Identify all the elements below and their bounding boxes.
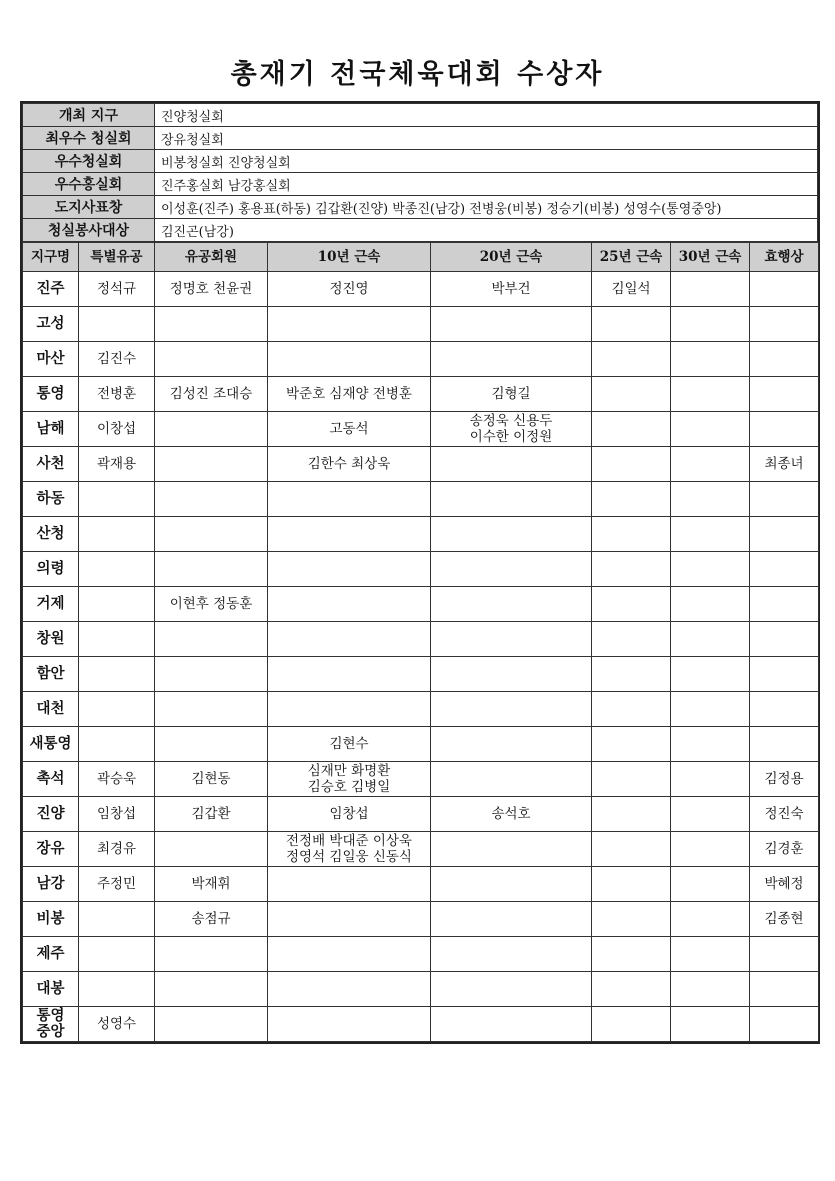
info-value: 김진곤(남강) [155,219,818,242]
award-cell: 정진숙 [750,797,819,832]
award-cell [671,412,750,447]
award-cell [750,972,819,1007]
district-name: 창원 [23,622,79,657]
district-name: 대봉 [23,972,79,1007]
award-cell [268,342,431,377]
column-header: 25년 근속 [592,243,671,272]
award-cell: 정석규 [79,272,155,307]
award-cell [671,307,750,342]
info-value: 진양청실회 [155,104,818,127]
award-cell [592,307,671,342]
award-cell: 김종현 [750,902,819,937]
award-cell [431,517,592,552]
award-cell [79,587,155,622]
award-cell [671,552,750,587]
award-cell [431,727,592,762]
district-name: 거제 [23,587,79,622]
award-cell [592,377,671,412]
award-cell [431,692,592,727]
info-label: 도지사표창 [23,196,155,219]
award-cell: 박혜정 [750,867,819,902]
column-header: 지구명 [23,243,79,272]
award-cell [155,517,268,552]
award-cell [592,622,671,657]
table-row [23,727,819,762]
district-name: 새통영 [23,727,79,762]
award-cell [268,937,431,972]
award-cell [268,867,431,902]
award-cell [431,657,592,692]
info-value: 진주홍실회 남강홍실회 [155,173,818,196]
award-cell [671,937,750,972]
district-name: 고성 [23,307,79,342]
district-name: 남해 [23,412,79,447]
district-name: 제주 [23,937,79,972]
info-row [23,219,818,242]
award-cell [671,482,750,517]
award-cell: 정명호 천윤권 [155,272,268,307]
award-cell [155,447,268,482]
info-label: 우수청실회 [23,150,155,173]
award-cell [592,867,671,902]
info-row [23,173,818,196]
column-header: 유공회원 [155,243,268,272]
award-cell [155,937,268,972]
award-cell [431,902,592,937]
district-name: 통영 [23,377,79,412]
award-cell: 이현후 정동훈 [155,587,268,622]
award-cell [79,972,155,1007]
info-label: 청실봉사대상 [23,219,155,242]
award-cell [750,587,819,622]
district-name: 통영 중앙 [23,1007,79,1042]
award-cell: 심재만 화명환 김승호 김병일 [268,762,431,797]
award-cell [268,552,431,587]
award-cell [750,342,819,377]
award-cell: 박재휘 [155,867,268,902]
award-cell: 박부건 [431,272,592,307]
table-row [23,622,819,657]
award-cell [268,972,431,1007]
award-cell: 최경유 [79,832,155,867]
award-cell [431,867,592,902]
district-name: 마산 [23,342,79,377]
info-row [23,104,818,127]
info-value: 장유청실회 [155,127,818,150]
award-cell [79,517,155,552]
award-cell [750,727,819,762]
award-cell [155,552,268,587]
award-cell [268,517,431,552]
award-cell [155,832,268,867]
award-cell: 김진수 [79,342,155,377]
award-cell [268,657,431,692]
award-cell [671,867,750,902]
award-cell: 전병훈 [79,377,155,412]
award-cell [268,902,431,937]
award-cell [671,657,750,692]
award-cell [268,692,431,727]
info-row [23,150,818,173]
award-cell [431,307,592,342]
district-name: 의령 [23,552,79,587]
award-cell [79,727,155,762]
table-row [23,447,819,482]
district-name: 진주 [23,272,79,307]
award-cell [431,972,592,1007]
award-cell: 김한수 최상욱 [268,447,431,482]
award-cell: 김현수 [268,727,431,762]
table-row [23,307,819,342]
award-cell [592,482,671,517]
award-cell: 김형길 [431,377,592,412]
award-cell [431,762,592,797]
award-cell: 송정욱 신용두 이수한 이정원 [431,412,592,447]
award-cell [671,692,750,727]
award-cell [750,692,819,727]
table-row [23,482,819,517]
award-cell: 김갑환 [155,797,268,832]
district-name: 비봉 [23,902,79,937]
award-cell: 송점규 [155,902,268,937]
table-row [23,867,819,902]
award-cell [592,517,671,552]
award-cell [431,342,592,377]
award-cell [268,307,431,342]
info-label: 우수홍실회 [23,173,155,196]
award-cell [592,762,671,797]
award-cell [268,622,431,657]
award-cell [431,552,592,587]
award-cell [155,622,268,657]
award-cell [431,832,592,867]
award-cell [155,972,268,1007]
award-cell [592,1007,671,1042]
award-cell [79,657,155,692]
table-row [23,692,819,727]
table-row [23,1007,819,1042]
award-cell [431,622,592,657]
award-cell: 김정용 [750,762,819,797]
award-cell [592,657,671,692]
award-cell [79,482,155,517]
column-header: 10년 근속 [268,243,431,272]
award-cell [155,657,268,692]
info-value: 이성훈(진주) 홍용표(하동) 김갑환(진양) 박종진(남강) 전병웅(비봉) 정승기(비봉) 성영수(통영중앙) [155,196,818,219]
award-cell [750,517,819,552]
page-title: 총재기 전국체육대회 수상자 [230,59,605,90]
award-cell [671,272,750,307]
table-row [23,587,819,622]
award-cell: 최종녀 [750,447,819,482]
award-cell [671,762,750,797]
award-cell [750,622,819,657]
award-cell [592,727,671,762]
district-name: 사천 [23,447,79,482]
award-cell: 곽재용 [79,447,155,482]
table-row [23,657,819,692]
award-cell: 임창섭 [79,797,155,832]
award-cell [671,1007,750,1042]
table-row [23,902,819,937]
award-cell [155,412,268,447]
table-row [23,377,819,412]
table-row [23,832,819,867]
award-cell [155,482,268,517]
info-label: 개최 지구 [23,104,155,127]
table-row [23,517,819,552]
awards-table [22,242,819,1042]
district-name: 하동 [23,482,79,517]
award-cell [592,342,671,377]
award-cell: 이창섭 [79,412,155,447]
table-row [23,762,819,797]
award-cell [750,657,819,692]
award-cell [592,412,671,447]
award-cell [671,342,750,377]
award-cell [750,412,819,447]
award-cell [79,552,155,587]
award-cell [79,902,155,937]
award-cell: 정진영 [268,272,431,307]
award-cell [431,937,592,972]
district-name: 촉석 [23,762,79,797]
award-cell [750,1007,819,1042]
award-cell: 송석호 [431,797,592,832]
award-cell [750,552,819,587]
award-cell [155,692,268,727]
award-cell [79,307,155,342]
info-value: 비봉청실회 진양청실회 [155,150,818,173]
award-cell [592,832,671,867]
district-name: 함안 [23,657,79,692]
award-cell [155,307,268,342]
award-cell [592,552,671,587]
award-cell [431,447,592,482]
table-row [23,272,819,307]
award-cell [671,797,750,832]
award-cell [671,972,750,1007]
district-name: 대천 [23,692,79,727]
award-cell: 성영수 [79,1007,155,1042]
award-cell [155,1007,268,1042]
award-cell: 곽승욱 [79,762,155,797]
award-cell [750,307,819,342]
award-cell: 김성진 조대승 [155,377,268,412]
award-cell [268,1007,431,1042]
award-cell [592,972,671,1007]
info-label: 최우수 청실회 [23,127,155,150]
info-row [23,196,818,219]
award-cell [268,587,431,622]
award-cell [671,377,750,412]
column-header: 20년 근속 [431,243,592,272]
district-name: 남강 [23,867,79,902]
table-row [23,937,819,972]
award-cell [592,902,671,937]
awards-document [20,101,820,1044]
info-table [22,103,818,242]
award-cell [592,797,671,832]
award-cell [671,902,750,937]
award-cell [750,272,819,307]
award-cell [592,937,671,972]
award-cell [671,727,750,762]
header-row [23,243,819,272]
award-cell: 김현동 [155,762,268,797]
table-row [23,552,819,587]
award-cell [155,342,268,377]
table-row [23,972,819,1007]
award-cell [592,447,671,482]
award-cell [431,1007,592,1042]
award-cell [79,622,155,657]
award-cell [750,937,819,972]
award-cell [671,587,750,622]
table-row [23,797,819,832]
award-cell [671,447,750,482]
award-cell: 고동석 [268,412,431,447]
award-cell: 박준호 심재양 전병훈 [268,377,431,412]
award-cell [79,937,155,972]
district-name: 진양 [23,797,79,832]
award-cell [79,692,155,727]
award-cell [431,482,592,517]
award-cell [750,482,819,517]
column-header: 30년 근속 [671,243,750,272]
table-row [23,342,819,377]
award-cell: 임창섭 [268,797,431,832]
award-cell [592,692,671,727]
award-cell [750,377,819,412]
award-cell [268,482,431,517]
award-cell [592,587,671,622]
award-cell [671,622,750,657]
award-cell: 전정배 박대준 이상욱 정영석 김일웅 신동식 [268,832,431,867]
column-header: 효행상 [750,243,819,272]
table-row [23,412,819,447]
award-cell: 김경훈 [750,832,819,867]
district-name: 산청 [23,517,79,552]
award-cell [155,727,268,762]
info-row [23,127,818,150]
column-header: 특별유공 [79,243,155,272]
award-cell: 주정민 [79,867,155,902]
award-cell: 김일석 [592,272,671,307]
district-name: 장유 [23,832,79,867]
award-cell [431,587,592,622]
award-cell [671,517,750,552]
award-cell [671,832,750,867]
